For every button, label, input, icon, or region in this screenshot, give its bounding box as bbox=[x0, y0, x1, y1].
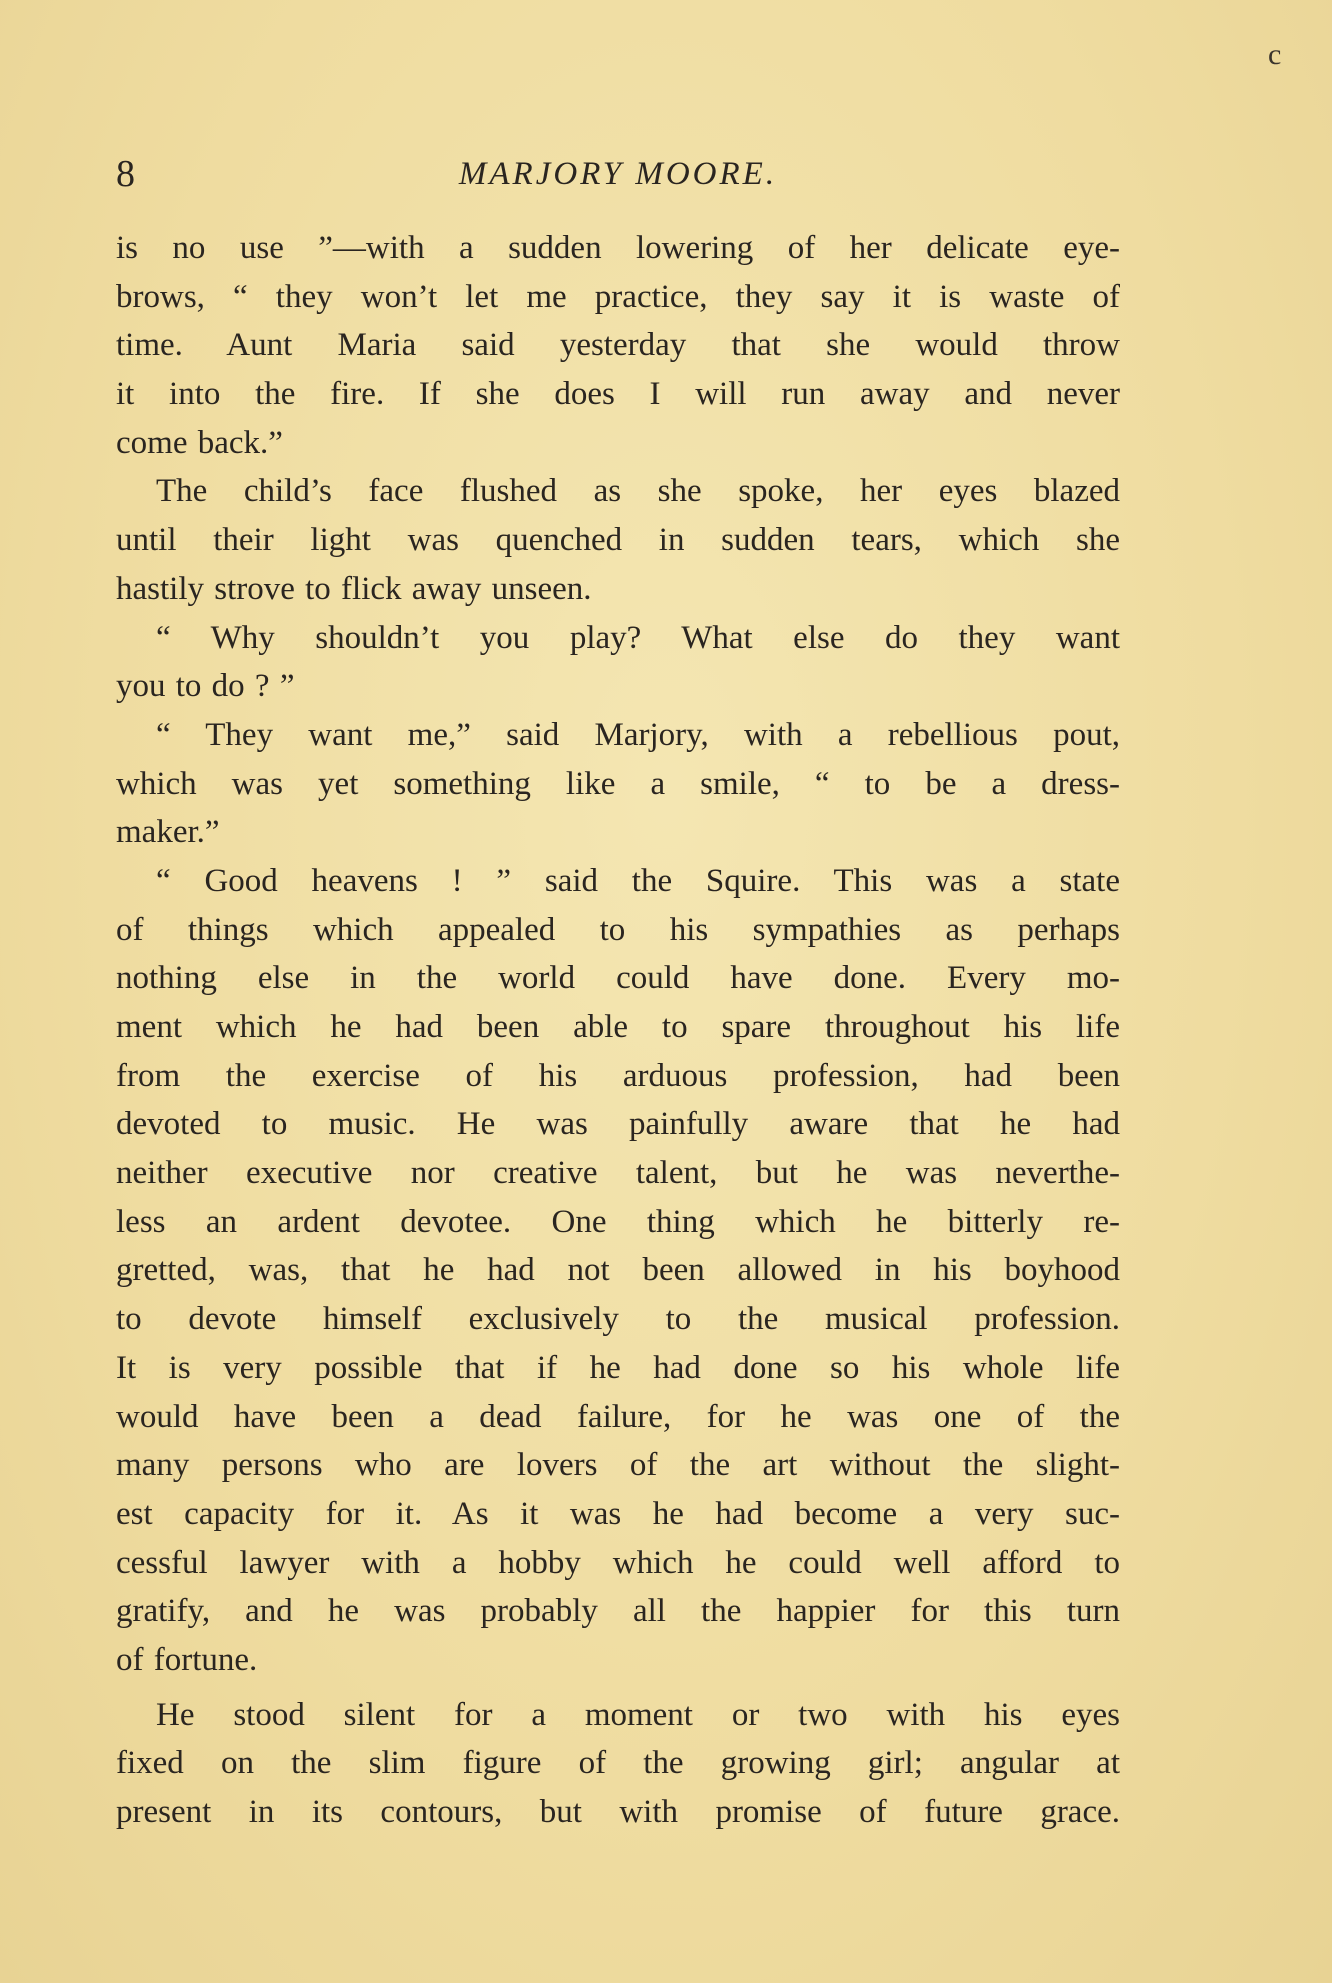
text-line: est capacity for it. As it was he had become a very suc- bbox=[116, 1495, 1120, 1532]
text-line: less an ardent devotee. One thing which he bitterly re- bbox=[116, 1203, 1120, 1240]
text-line: It is very possible that if he had done so his whole life bbox=[116, 1349, 1120, 1386]
text-line: “ Good heavens ! ” said the Squire. This was a state bbox=[156, 862, 1120, 899]
text-line: from the exercise of his arduous profession, had been bbox=[116, 1057, 1120, 1094]
text-line: neither executive nor creative talent, but he was neverthe- bbox=[116, 1155, 1120, 1192]
text-line: hastily strove to flick away unseen. bbox=[116, 570, 592, 607]
text-line: it into the fire. If she does I will run away and never bbox=[116, 376, 1120, 413]
text-line: would have been a dead failure, for he was one of the bbox=[116, 1398, 1120, 1435]
text-line: to devote himself exclusively to the musical profession. bbox=[116, 1301, 1120, 1338]
page-number: 8 bbox=[116, 153, 135, 195]
text-line: you to do ? ” bbox=[116, 668, 295, 705]
text-line: of things which appealed to his sympathies as perhaps bbox=[116, 911, 1120, 948]
text-line: brows, “ they won’t let me practice, they say it is waste of bbox=[116, 278, 1120, 315]
text-line: devoted to music. He was painfully aware that he had bbox=[116, 1106, 1120, 1143]
body-text bbox=[116, 224, 1120, 1837]
text-line: of fortune. bbox=[116, 1641, 258, 1678]
text-line: which was yet something like a smile, “ to be a dress- bbox=[116, 765, 1120, 802]
text-line: The child’s face flushed as she spoke, her eyes blazed bbox=[156, 473, 1120, 510]
text-line: present in its contours, but with promise of future grace. bbox=[116, 1794, 1120, 1830]
text-line: He stood silent for a moment or two with his eyes bbox=[156, 1696, 1120, 1733]
text-line: fixed on the slim figure of the growing girl; angular at bbox=[116, 1745, 1120, 1782]
text-line: gretted, was, that he had not been allowed in his boyhood bbox=[116, 1252, 1120, 1289]
text-line: is no use ”—with a sudden lowering of her delicate eye- bbox=[116, 230, 1120, 266]
text-line: “ They want me,” said Marjory, with a rebellious pout, bbox=[156, 716, 1120, 753]
corner-mark: c bbox=[1268, 38, 1282, 71]
text-line: ment which he had been able to spare throughout his life bbox=[116, 1009, 1120, 1045]
text-line: time. Aunt Maria said yesterday that she would throw bbox=[116, 327, 1120, 364]
text-line: come back.” bbox=[116, 424, 283, 461]
text-line: cessful lawyer with a hobby which he could well afford to bbox=[116, 1544, 1120, 1581]
text-line: maker.” bbox=[116, 814, 220, 851]
text-line: nothing else in the world could have done. Every mo- bbox=[116, 960, 1120, 997]
text-line: gratify, and he was probably all the happier for this turn bbox=[116, 1593, 1120, 1630]
text-line: “ Why shouldn’t you play? What else do they want bbox=[156, 619, 1120, 656]
text-line: many persons who are lovers of the art without the slight- bbox=[116, 1447, 1120, 1484]
text-line: until their light was quenched in sudden tears, which she bbox=[116, 522, 1120, 559]
running-head bbox=[116, 148, 1120, 200]
running-title: MARJORY MOORE. bbox=[458, 156, 778, 192]
